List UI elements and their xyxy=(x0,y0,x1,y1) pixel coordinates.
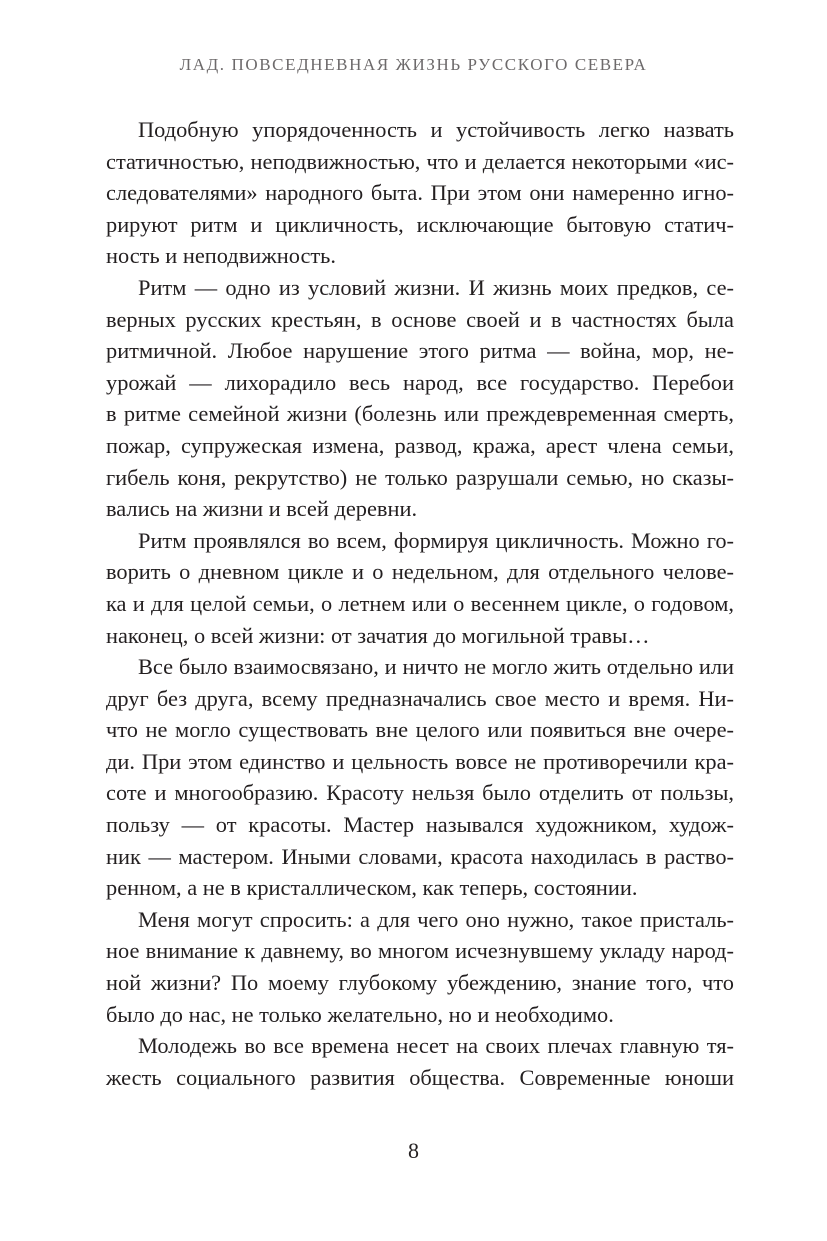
text-line: пожар, супружеская измена, развод, кража, арест члена семьи, xyxy=(106,432,734,458)
text-line: друг без друга, всему предназначались свое место и время. Ни- xyxy=(106,685,734,711)
text-line: ворить о дневном цикле и о недельном, для отдельного челове- xyxy=(106,559,734,585)
paragraph xyxy=(106,114,734,272)
text-line: ное внимание к давнему, во многом исчезнувшему укладу народ- xyxy=(106,938,734,964)
text-line: было до нас, не только желательно, но и необходимо. xyxy=(106,1001,614,1027)
text-line: ной жизни? По моему глубокому убеждению, знание того, что xyxy=(106,970,734,996)
text-line: гибель коня, рекрутство) не только разрушали семью, но сказы- xyxy=(106,464,734,490)
paragraph xyxy=(106,651,734,904)
text-line: пользу — от красоты. Мастер назывался художником, худож- xyxy=(106,812,734,838)
text-line: верных русских крестьян, в основе своей и в частностях была xyxy=(106,306,734,332)
paragraph xyxy=(106,904,734,1030)
paragraph xyxy=(106,525,734,651)
text-line: рируют ритм и цикличность, исключающие бытовую статич- xyxy=(106,211,734,237)
text-line: статичностью, неподвижностью, что и делается некоторыми «ис- xyxy=(106,148,734,174)
text-line: урожай — лихорадило весь народ, все государство. Перебои xyxy=(106,369,734,395)
text-line: Молодежь во все времена несет на своих плечах главную тя- xyxy=(138,1033,734,1059)
text-line: следователями» народного быта. При этом они намеренно игно- xyxy=(106,180,734,206)
text-line: соте и многообразию. Красоту нельзя было отделить от пользы, xyxy=(106,780,734,806)
text-line: ренном, а не в кристаллическом, как теперь, состоянии. xyxy=(106,875,638,901)
text-line: в ритме семейной жизни (болезнь или преждевременная смерть, xyxy=(106,401,734,427)
text-line: наконец, о всей жизни: от зачатия до могильной травы… xyxy=(106,622,650,648)
paragraph xyxy=(106,272,734,525)
text-line: жесть социального развития общества. Современные юноши xyxy=(106,1064,734,1090)
text-line: вались на жизни и всей деревни. xyxy=(106,496,418,522)
text-line: Меня могут спросить: а для чего оно нужно, такое присталь- xyxy=(138,906,734,932)
page-number: 8 xyxy=(408,1138,419,1163)
text-line: Все было взаимосвязано, и ничто не могло жить отдельно или xyxy=(138,654,734,680)
text-line: ди. При этом единство и цельность вовсе не противоречили кра- xyxy=(106,748,734,774)
paragraph xyxy=(106,1030,734,1093)
text-line: ник — мастером. Иными словами, красота находилась в раство- xyxy=(106,843,734,869)
body-text xyxy=(106,114,734,1093)
text-line: Ритм — одно из условий жизни. И жизнь моих предков, се- xyxy=(138,274,734,300)
text-line: ность и неподвижность. xyxy=(106,243,336,269)
running-head: ЛАД. ПОВСЕДНЕВНАЯ ЖИЗНЬ РУССКОГО СЕВЕРА xyxy=(179,55,648,74)
text-line: Ритм проявлялся во всем, формируя цикличность. Можно го- xyxy=(138,527,734,553)
text-line: ритмичной. Любое нарушение этого ритма — война, мор, не- xyxy=(106,338,734,364)
text-line: Подобную упорядоченность и устойчивость легко назвать xyxy=(138,117,734,142)
text-line: ка и для целой семьи, о летнем или о весеннем цикле, о годовом, xyxy=(106,590,734,616)
text-line: что не могло существовать вне целого или появиться вне очере- xyxy=(106,717,734,743)
